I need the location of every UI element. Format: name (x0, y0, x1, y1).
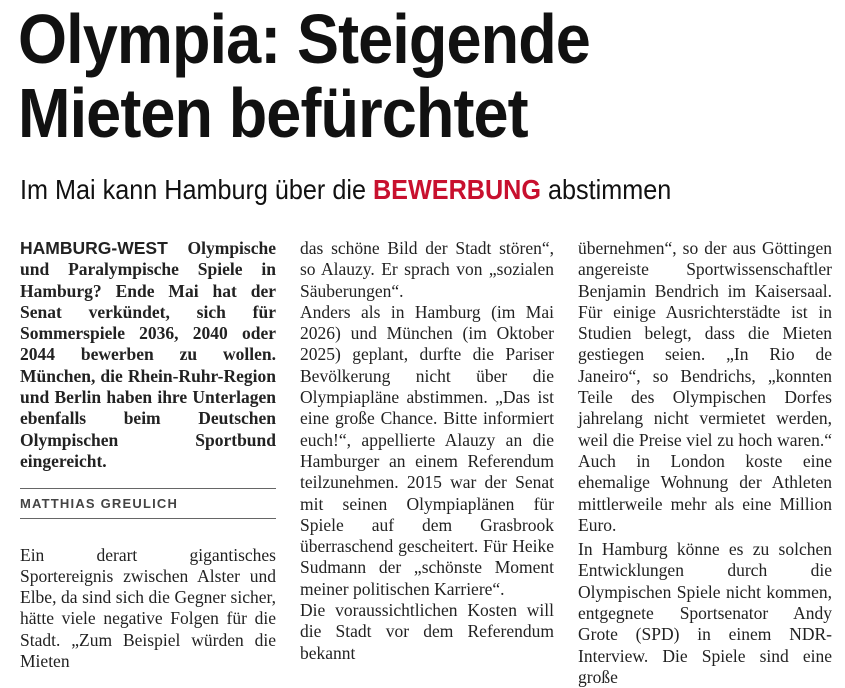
subhead-text-end: abstimmen (540, 174, 672, 205)
article-subhead (20, 172, 671, 208)
article-lead (20, 238, 276, 472)
dateline: HAMBURG-WEST (20, 238, 168, 258)
byline-bottom-rule (20, 518, 276, 519)
lead-text: Olympische und Paralympische Spiele in Hamburg? Ende Mai hat der Senat verkündet, sich für Sommerspiele 2036, 2040 oder 2044 bewerben zu wollen. München, die Rhein-Ruhr-Region und Berlin haben ihre Unterlagen ebenfalls beim Deutschen Olympischen Sportbund eingereicht. (20, 238, 276, 471)
article-headline (18, 2, 756, 150)
headline-line-1: Olympia: Steigende (18, 0, 590, 78)
column-1-body: Ein derart gigantisches Sportereignis zwischen Alster und Elbe, da sind sich die Gegner sicher, hätte viele negative Folgen für die Stadt. „Zum Beispiel würden die Mieten (20, 544, 276, 672)
subhead-accent-word: BEWERBUNG (372, 174, 541, 205)
column-3-paragraph-1: übernehmen“, so der aus Göttingen angereiste Sportwissenschaftler Benjamin Bendrich im Kaisersaal. Für einige Ausrichterstädte ist in Studien belegt, dass die Mieten gestiegen seien. „In Rio de Janeiro“, so Bendrichs, „konnten Teile des Olympischen Dorfes jahrelang nicht vermietet werden, weil die Preise viel zu hoch waren.“ Auch in London koste eine ehemalige Wohnung der Athleten mittlerweile mehr als eine Million Euro. (578, 238, 832, 535)
article-column-3 (578, 238, 832, 688)
column-2-paragraph-1: das schöne Bild der Stadt stören“, so Alauzy. Er sprach von „sozialen Säuberungen“. (300, 238, 554, 301)
column-2-paragraph-2: Anders als in Hamburg (im Mai 2026) und München (im Oktober 2025) geplant, durfte die Pariser Bevölkerung nicht über die Olympiapläne abstimmen. „Das ist eine große Chance. Bitte informiert euch!“, appellierte Alauzy an die Hamburger an einem Referendum teilzunehmen. 2015 war der Senat mit seinen Olympiaplänen für Spiele auf dem Grasbrook überraschend gescheitert. Für Heike Sudmann der „schönste Moment meiner politischen Karriere“. (300, 301, 554, 599)
article-column-1 (20, 238, 276, 672)
author-name: MATTHIAS GREULICH (20, 496, 179, 512)
column-3-paragraph-2: In Hamburg könne es zu solchen Entwicklungen durch die Olympischen Spiele nicht kommen, entgegnete Sportsenator Andy Grote (SPD) in einem NDR-Interview. Die Spiele sind eine große (578, 539, 832, 687)
article-column-2 (300, 238, 554, 664)
column-2-paragraph-3: Die voraussichtlichen Kosten will die Stadt vor dem Referendum bekannt (300, 600, 554, 663)
byline (20, 488, 276, 518)
subhead-text-start: Im Mai kann Hamburg über die (20, 174, 373, 205)
headline-line-2: Mieten befürchtet (18, 74, 528, 152)
